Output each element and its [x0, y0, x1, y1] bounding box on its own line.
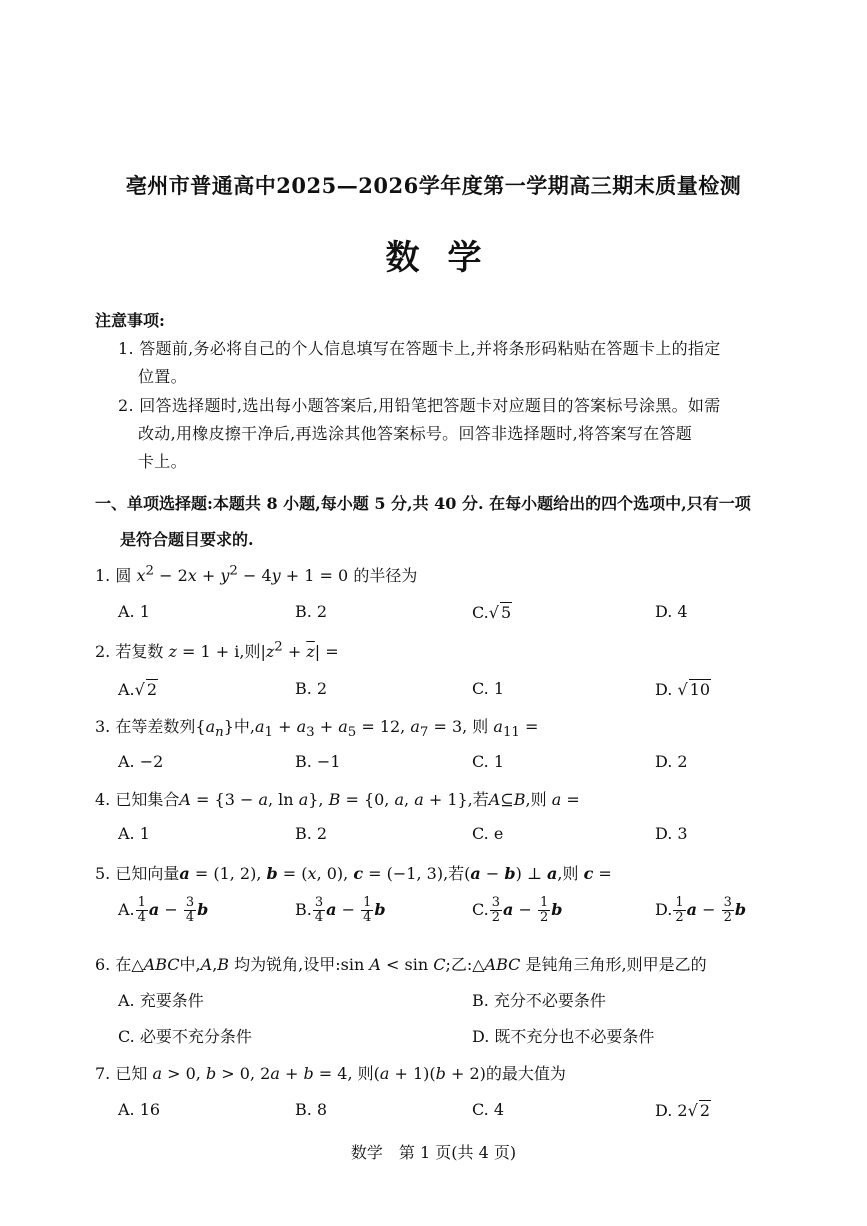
- section-heading-line-2: 是符合题目要求的.: [120, 530, 254, 549]
- q7-option-c: C. 4: [472, 1100, 505, 1119]
- question-6: 6. 在△ABC中,A,B 均为锐角,设甲:sin A < sin C;乙:△ABC 是钝角三角形,则甲是乙的: [95, 955, 707, 974]
- q4-option-a: A. 1: [118, 824, 150, 843]
- section-heading-line-1: 一、单项选择题:本题共 8 小题,每小题 5 分,共 40 分. 在每小题给出的四个选项中,只有一项: [95, 494, 751, 513]
- q5-option-b: B. $\frac{3}{4}$ a − $\frac{1}{4}$ b: [295, 895, 386, 925]
- page-footer: 数学 第 1 页(共 4 页): [350, 1143, 517, 1162]
- q3-option-c: C. 1: [472, 752, 505, 771]
- question-1: 1. 圆 $x^2 - 2x + y^2 - 4y + 1 = 0$ 的半径为: [95, 563, 418, 585]
- q6-option-d: D. 既不充分也不必要条件: [472, 1027, 655, 1046]
- q6-option-b: B. 充分不必要条件: [472, 991, 606, 1010]
- q1-option-c: C.√ 5: [472, 603, 512, 622]
- q7-option-a: A. 16: [118, 1100, 161, 1119]
- q7-option-b: B. 8: [295, 1100, 328, 1119]
- question-3: 3. 在等差数列$\{a_n\}$中$,a_1 + a_3 + a_5 = 12$, $a_7 = 3$, 则 $a_{11}$ =: [95, 717, 539, 741]
- q1-equation: $x^2 - 2x + y^2 - 4y + 1 = 0$: [136, 563, 349, 585]
- subject-title: 数学: [385, 238, 510, 278]
- q7-option-d: D. 2√ 2: [655, 1101, 710, 1120]
- q3-option-a: A. −2: [118, 752, 164, 771]
- question-5: 5. 已知向量a = (1, 2), b = (x, 0), c = (−1, 3),若(a − b) ⊥ a,则 c =: [95, 864, 612, 883]
- q3-option-d: D. 2: [655, 752, 688, 771]
- q6-option-a: A. 充要条件: [118, 991, 204, 1010]
- q1-option-b: B. 2: [295, 602, 328, 621]
- q5-option-a: A. $\frac{1}{4}$ a − $\frac{3}{4}$ b: [118, 895, 209, 925]
- q1-option-d: D. 4: [655, 602, 688, 621]
- q1-option-a: A. 1: [118, 602, 150, 621]
- q4-option-d: D. 3: [655, 824, 688, 843]
- q2-option-b: B. 2: [295, 679, 328, 698]
- notice-2-line-1: 2. 回答选择题时,选出每小题答案后,用铅笔把答题卡对应题目的答案标号涂黑。如需: [118, 396, 721, 415]
- notice-2-line-2: 改动,用橡皮擦干净后,再选涂其他答案标号。回答非选择题时,将答案写在答题: [138, 424, 693, 443]
- question-2: 2. 若复数 z = 1 + i,则$|z^2 + \overline{z}|$ =: [95, 639, 339, 661]
- notices-heading: 注意事项:: [95, 311, 165, 330]
- notice-1-line-1: 1. 答题前,务必将自己的个人信息填写在答题卡上,并将条形码粘贴在答题卡上的指定: [118, 339, 721, 358]
- q2-option-d: D. √ 10: [655, 680, 710, 699]
- q6-option-c: C. 必要不充分条件: [118, 1027, 252, 1046]
- q2-option-c: C. 1: [472, 679, 505, 698]
- q3-option-b: B. −1: [295, 752, 341, 771]
- exam-title: 亳州市普通高中2025—2026学年度第一学期高三期末质量检测: [125, 173, 742, 198]
- q4-option-b: B. 2: [295, 824, 328, 843]
- question-7: 7. 已知 a > 0, b > 0, 2a + b = 4, 则(a + 1)(b + 2)的最大值为: [95, 1064, 566, 1083]
- notice-1-line-2: 位置。: [138, 367, 187, 386]
- notice-2-line-3: 卡上。: [138, 452, 187, 471]
- q2-option-a: A.√ 2: [118, 680, 158, 699]
- q5-option-d: D. $\frac{1}{2}$ a − $\frac{3}{2}$ b: [655, 895, 747, 925]
- question-4: 4. 已知集合A = {3 − a, ln a}, B = {0, a, a + 1},若A⊆B,则 a =: [95, 790, 580, 809]
- q4-option-c: C. e: [472, 824, 504, 843]
- q5-option-c: C. $\frac{3}{2}$ a − $\frac{1}{2}$ b: [472, 895, 563, 925]
